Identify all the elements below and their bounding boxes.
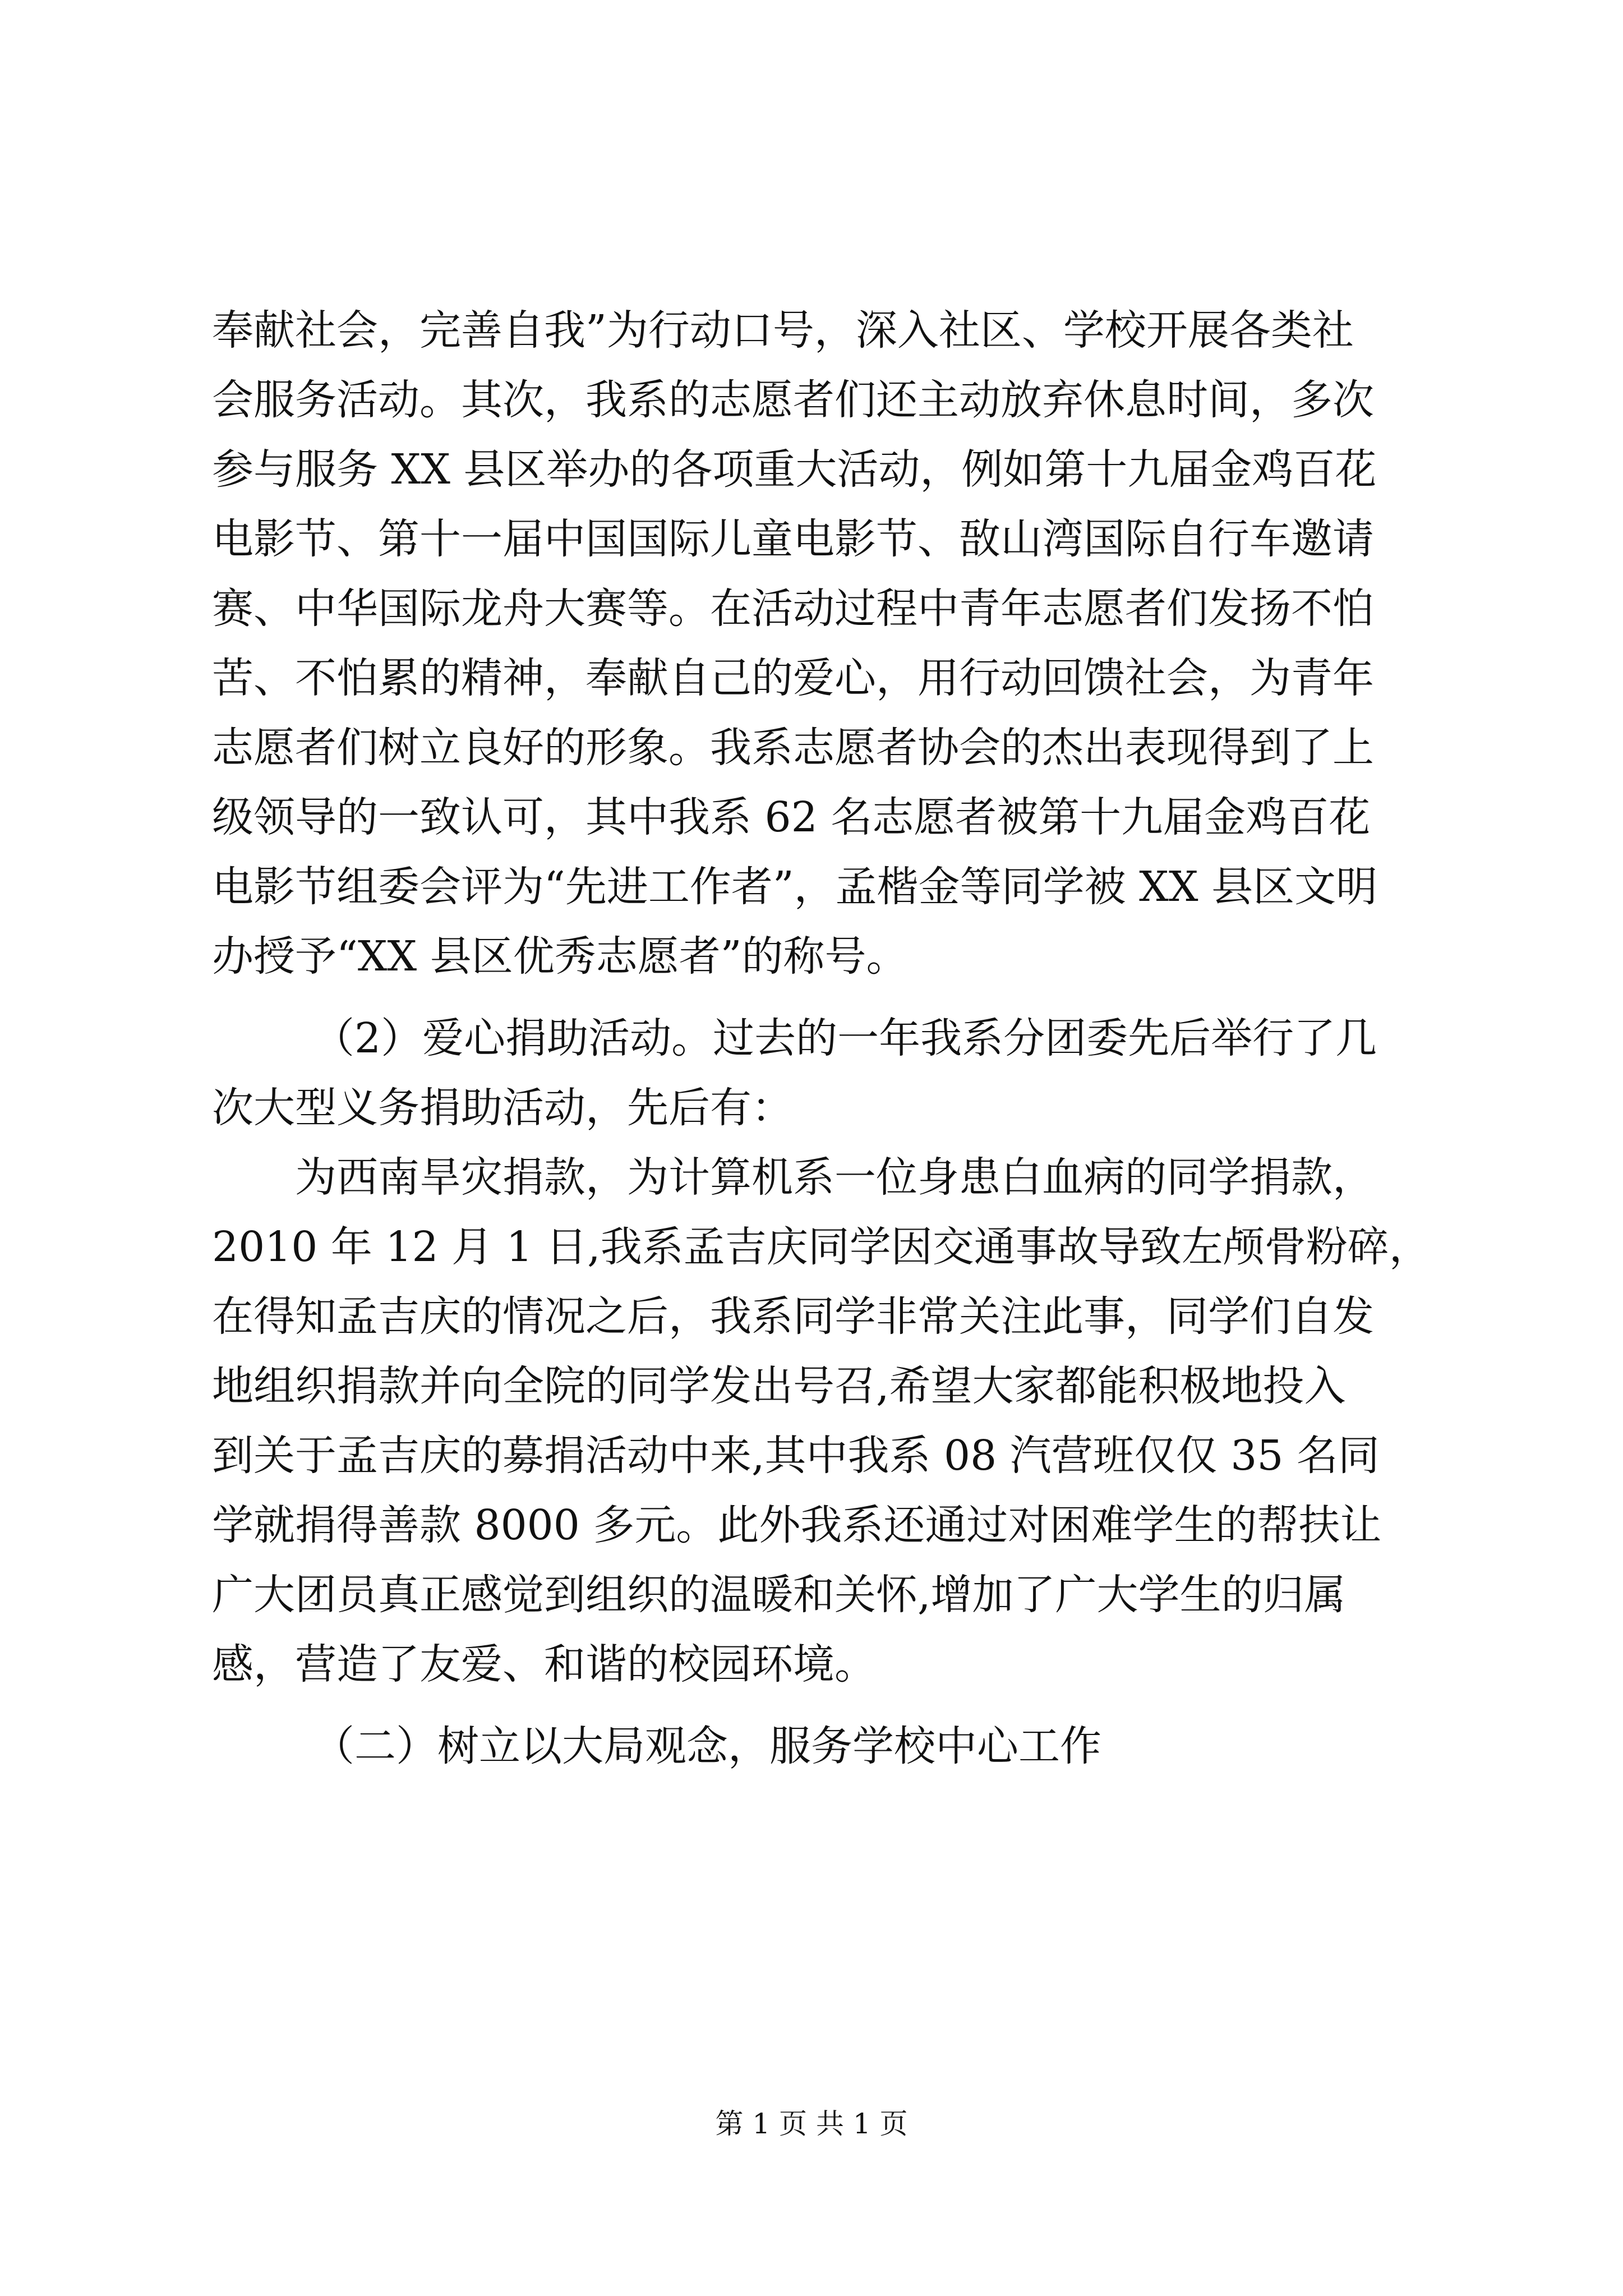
text-line: 广大团员真正感觉到组织的温暖和关怀,增加了广大学生的归属: [212, 1571, 1346, 1619]
text-line: 感，营造了友爱、和谐的校园环境。: [212, 1640, 876, 1688]
text-line: 为西南旱灾捐款，为计算机系一位身患白血病的同学捐款，: [295, 1153, 1374, 1202]
heading-line: （二）树立以大局观念，服务学校中心工作: [313, 1722, 1101, 1770]
paragraph-donation-heading: [212, 1004, 1412, 1143]
text-line: 赛、中华国际龙舟大赛等。在活动过程中青年志愿者们发扬不怕: [212, 585, 1374, 633]
text-line: 办授予“XX 县区优秀志愿者”的称号。: [212, 932, 908, 981]
text-line: 参与服务 XX 县区举办的各项重大活动，例如第十九届金鸡百花: [212, 445, 1377, 494]
section-heading: [212, 1711, 1412, 1781]
text-line: 级领导的一致认可，其中我系 62 名志愿者被第十九届金鸡百花: [212, 793, 1371, 841]
text-line: （2）爱心捐助活动。过去的一年我系分团委先后举行了几: [313, 1014, 1377, 1062]
text-line: 电影节、第十一届中国国际儿童电影节、敔山湾国际自行车邀请: [212, 515, 1374, 563]
text-line: 志愿者们树立良好的形象。我系志愿者协会的杰出表现得到了上: [212, 724, 1374, 772]
text-line: 2010 年 12 月 1 日,我系孟吉庆同学因交通事故导致左颅骨粉碎，: [212, 1223, 1431, 1271]
text-line: 奉献社会，完善自我”为行动口号，深入社区、学校开展各类社: [212, 306, 1354, 355]
text-line: 学就捐得善款 8000 多元。此外我系还通过对困难学生的帮扶让: [212, 1501, 1382, 1549]
text-line: 苦、不怕累的精神，奉献自己的爱心，用行动回馈社会，为青年: [212, 654, 1374, 702]
paragraph-volunteer-activities: [212, 296, 1412, 991]
text-line: 次大型义务捐助活动，先后有：: [212, 1084, 793, 1132]
text-line: 电影节组委会评为“先进工作者”，孟楷金等同学被 XX 县区文明: [212, 863, 1378, 911]
text-line: 在得知孟吉庆的情况之后，我系同学非常关注此事，同学们自发: [212, 1292, 1374, 1341]
text-line: 到关于孟吉庆的募捐活动中来,其中我系 08 汽营班仅仅 35 名同: [212, 1432, 1380, 1480]
text-line: 地组织捐款并向全院的同学发出号召,希望大家都能积极地投入: [212, 1362, 1346, 1410]
page-footer: 第 1 页 共 1 页: [715, 2108, 908, 2140]
text-line: 会服务活动。其次，我系的志愿者们还主动放弃休息时间，多次: [212, 376, 1374, 424]
document-body: [212, 296, 1431, 1781]
paragraph-donation-details: [212, 1143, 1431, 1699]
